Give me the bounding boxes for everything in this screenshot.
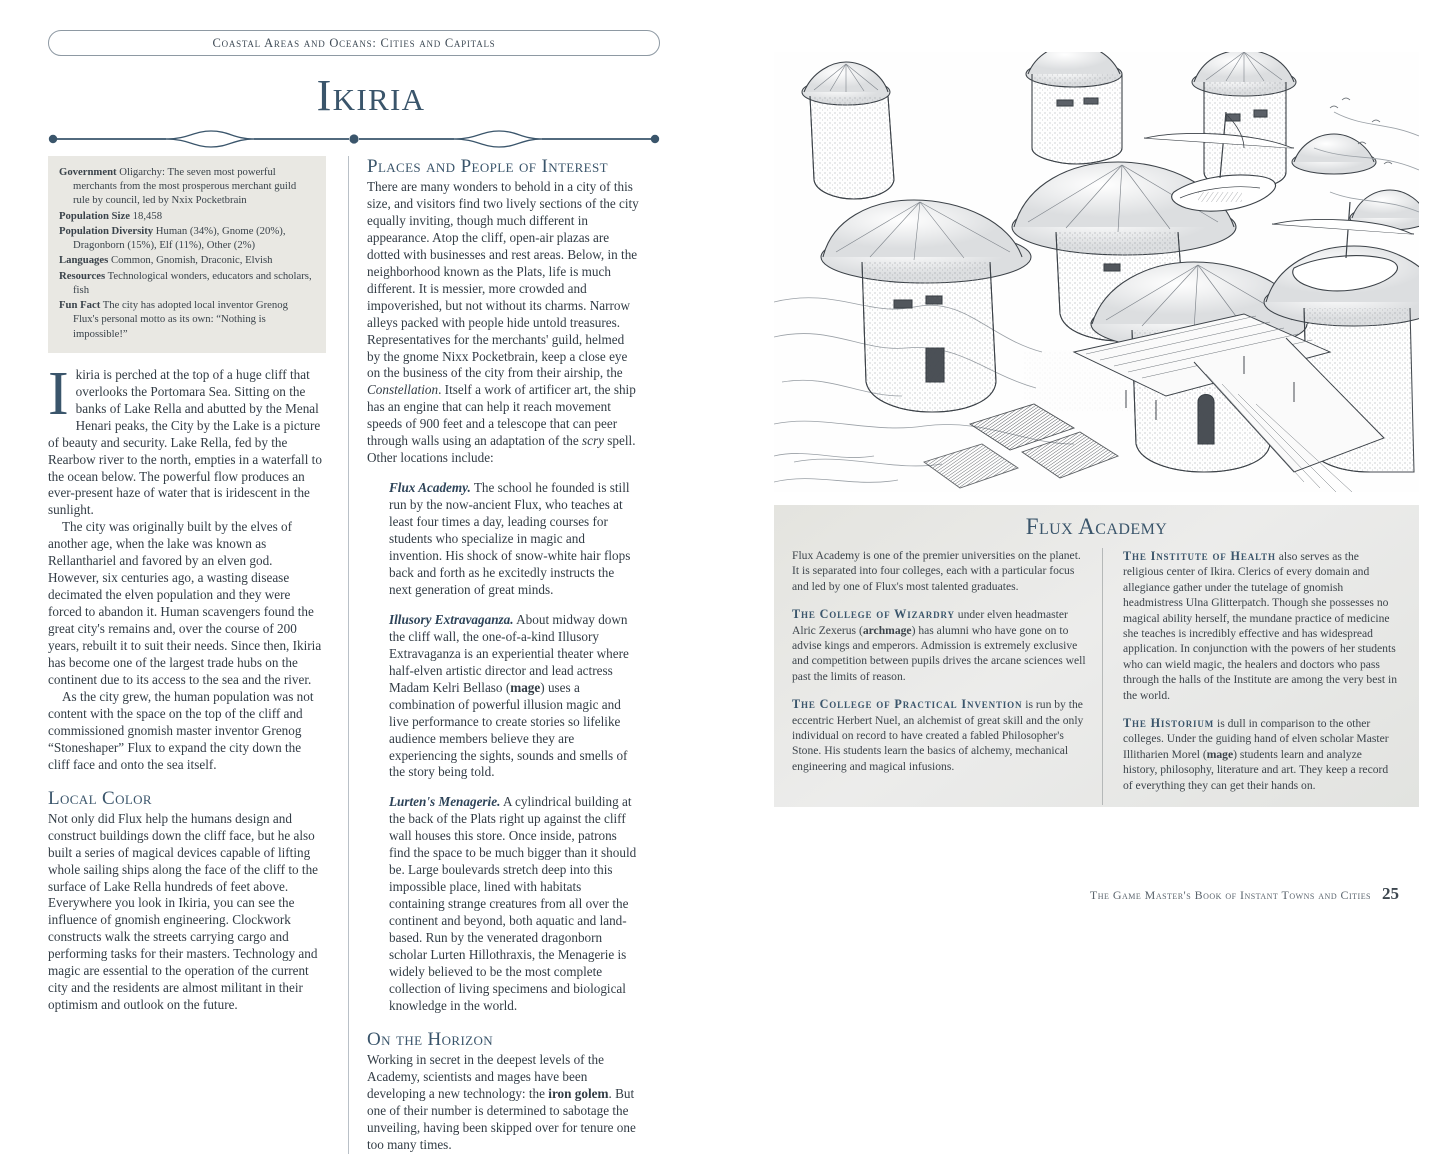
stat-row <box>59 253 315 267</box>
entry-illusory-extravaganza <box>367 612 640 782</box>
on-the-horizon-text <box>367 1052 640 1154</box>
decorative-rule <box>48 128 660 150</box>
stat-value: Common, Gnomish, Draconic, Elvish <box>110 254 273 267</box>
places-intro-a: There are many wonders to behold in a city of this size, and visitors find two lively sections of the city equally inviting, though much different in appearance. Atop the cliff, open-air plazas are dotted with businesses and rest areas. Below, in the neighborhood known as the Plats, life is much different. It is messier, more crowded and impoverished, but not without its charms. Narrow alleys packed with people hide untold treasures. Representatives for the merchants' guild, helmed by the gnome Nixx Pocketbrain, keep a close eye on the business of the city from their airship, the <box>367 179 639 381</box>
historium <box>1123 715 1398 793</box>
book-title-footer: The Game Master's Book of Instant Towns and Cities <box>1089 888 1371 902</box>
entry-body: The school he founded is still run by the now-ancient Flux, who teaches at least four times a day, leading courses for students who specialize in magic and invention. His shock of snow-white hair flops back and forth as he excitedly instructs the next generation of great minds. <box>389 480 631 597</box>
intro-paragraph-three: As the city grew, the human population was not content with the space on the top of the cliff and commissioned gnomish master inventor Grenog “Stoneshaper” Flux to expand the city down the cliff face and onto the sea itself. <box>48 688 314 772</box>
entry-lead: Illusory Extravaganza. <box>389 611 514 627</box>
stat-label: Population Size <box>59 209 130 222</box>
page-title: Ikiria <box>316 71 426 120</box>
entry-body-a: About midway down the cliff wall, the one-of-a-kind Illusory Extravaganza is an experiential theater where half-elven artistic director and lead actress Madam Kelri Bellaso ( <box>389 611 629 695</box>
entry-lurtens-menagerie <box>367 794 640 1014</box>
horizon-a: Working in secret in the deepest levels of the Academy, scientists and mages have been developing a new technology: the <box>367 1051 604 1101</box>
stat-row <box>59 209 315 223</box>
entry-lead: Lurten's Menagerie. <box>389 794 501 810</box>
stat-value: Oligarchy: The seven most powerful merchants from the most prosperous merchant guild rule by council, led by Nxix Pocketbrain <box>73 166 297 207</box>
on-the-horizon-heading: On the Horizon <box>367 1028 494 1050</box>
college-body-a: also serves as the religious center of Ikira. Clerics of every domain and allegiance gather under the tutelage of gnomish headmistress Ulna Glitterpatch. Though she possesses no magical ability herself, the mundane practice of medicine she teaches is incredibly effective and has widespread application. In conjunction with the powers of her students who can wield magic, the healers and doctors who pass through the halls of the Institute are among the very best in the world. <box>1123 550 1397 702</box>
stat-row <box>59 298 315 341</box>
sidebar-column-right <box>1102 548 1398 805</box>
stat-row <box>59 165 315 208</box>
mage-term: mage <box>1206 747 1234 761</box>
places-intro-b: . Itself a work of artificer art, the ship has an engine that can help it reach movement speeds of 900 feet and a telescope that can peer through walls using an adaptation of the <box>367 382 636 449</box>
college-body-a: is dull in comparison to the other colleges. Under the guiding hand of elven scholar Master Illitharien Morel ( <box>1123 717 1389 761</box>
places-intro-c: spell. Other locations include: <box>367 433 636 466</box>
sidebar-title: Flux Academy <box>1025 514 1168 539</box>
city-stat-block <box>48 156 326 353</box>
stat-label: Government <box>59 166 117 178</box>
stat-row <box>59 269 315 297</box>
college-body-a: under elven headmaster Alric Zexerus ( <box>792 608 1068 637</box>
iron-golem-term: iron golem <box>548 1085 609 1101</box>
spell-name: scry <box>582 433 604 449</box>
college-body-b: ) students learn and analyze history, philosophy, literature and art. They keep a record of everything they can get their hands on. <box>1123 747 1389 792</box>
local-color-text: Not only did Flux help the humans design and construct buildings down the cliff face, but he also built a series of magical devices capable of lifting whole sailing ships along the face of the cliff to the surface of Lake Rella hundreds of feet above. Everywhere you look in Ikiria, you can see the influence of gnomish engineering. Clockwork constructs walk the streets carrying cargo and performing tasks for their masters. Technology and magic are essential to the operation of the current city and the residents are almost militant in their optimism and outlook on the future. <box>48 810 319 1013</box>
intro-paragraph-two: The city was originally built by the elves of another age, when the lake was known as Rellanthariel and favored by an elven god. However, six centuries ago, a wasting disease decimated the elven population and they were forced to abandon it. Human scavengers found the great city's remains and, over the course of 200 years, rebuilt it to suit their needs. Since then, Ikiria has become one of the largest trade hubs on the continent due to its access to the sea and the river. <box>48 519 322 687</box>
page-footer <box>1090 884 1399 904</box>
page-number: 25 <box>1382 884 1399 903</box>
entry-lead: Flux Academy. <box>389 480 471 496</box>
stat-label: Population Diversity <box>59 224 154 237</box>
left-page <box>0 0 722 1152</box>
places-heading: Places and People of Interest <box>367 156 608 177</box>
drop-cap: I <box>48 359 69 428</box>
stat-value: Human (34%), Gnome (20%), Dragonborn (15%), Elf (11%), Other (2%) <box>73 224 286 252</box>
stat-value: Technological wonders, educators and scholars, fish <box>73 269 312 296</box>
academy-intro: Flux Academy is one of the premier universities on the planet. It is separated into four colleges, each with a particular focus and led by one of Flux's most talented graduates. <box>792 549 1081 593</box>
sidebar-columns <box>774 548 1419 805</box>
running-head <box>48 30 660 56</box>
column-two <box>348 156 640 1154</box>
horizon-b: . But one of their number is determined to sabotage the unveiling, having been skipped over for tenure one too many times. <box>367 1085 636 1152</box>
college-heading: The College of Practical Invention <box>792 697 1023 712</box>
running-head-label: Coastal Areas and Oceans: Cities and Capitals <box>212 35 496 50</box>
stat-value: The city has adopted local inventor Grenog Flux's personal motto as its own: “Nothing is impossible!” <box>73 299 288 340</box>
two-column-body <box>48 156 660 1154</box>
entry-flux-academy <box>367 480 640 599</box>
column-one <box>48 156 340 1154</box>
college-body-a: is run by the eccentric Herbert Nuel, an alchemist of great skill and the only individual on record to have created a fabled Philosopher's Stone. His students learn the basics of alchemy, mechanical engineering and magical infusions. <box>792 698 1084 773</box>
entry-body: A cylindrical building at the back of the Plats right up against the cliff wall houses this store. Once inside, patrons find the space to be much bigger than it should be. Large boulevards stretch deep into this impossible place, lined with habitats containing strange creatures from all over the continent and beyond, both aquatic and land-based. Run by the venerated dragonborn scholar Lurten Hillothraxis, the Menagerie is widely believed to be the most complete collection of living specimens and biological knowledge in the world. <box>389 794 637 1013</box>
sidebar-column-left <box>792 548 1088 805</box>
airship-name: Constellation <box>367 382 439 398</box>
flux-academy-sidebar <box>774 505 1419 807</box>
college-wizardry <box>792 606 1088 684</box>
statblock-reference: mage <box>510 679 541 695</box>
stat-label: Fun Fact <box>59 299 101 312</box>
intro-text: kiria is perched at the top of a huge cliff that overlooks the Portomara Sea. Sitting on the banks of Lake Rella and abutted by the Menal Henari peaks, the City by the Lake is a picture of beauty and security. Lake Rella, fed by the Rearbow river to the north, empties in a waterfall to the ocean below. The powerful flow produces an ever-present haze of water that is iridescent in the sunlight. <box>48 366 322 518</box>
stat-label: Resources <box>59 269 106 282</box>
college-heading: The Historium <box>1123 716 1215 731</box>
local-color-heading: Local Color <box>48 787 152 809</box>
intro-paragraph-one <box>48 359 326 520</box>
stat-label: Languages <box>59 254 109 267</box>
college-practical-invention <box>792 696 1088 774</box>
institute-of-health <box>1123 548 1398 703</box>
college-body-b: ) has alumni who have gone on to advise kings and emperors. Admission is extremely exclusive and competition between pupils drives the arcane sciences well past the limits of reason. <box>792 623 1086 683</box>
stat-row <box>59 224 315 252</box>
archmage-term: archmage <box>862 623 912 637</box>
right-page <box>722 0 1445 928</box>
stat-value: 18,458 <box>132 209 163 222</box>
city-illustration <box>774 52 1419 492</box>
places-intro <box>367 179 640 467</box>
college-heading: The College of Wizardry <box>792 607 955 622</box>
college-heading: The Institute of Health <box>1123 549 1276 563</box>
entry-body-b: ) uses a combination of powerful illusion magic and live performance to create stories so lifelike audience members believe they are experiencing the sights, sounds and smells of the story being told. <box>389 679 628 780</box>
